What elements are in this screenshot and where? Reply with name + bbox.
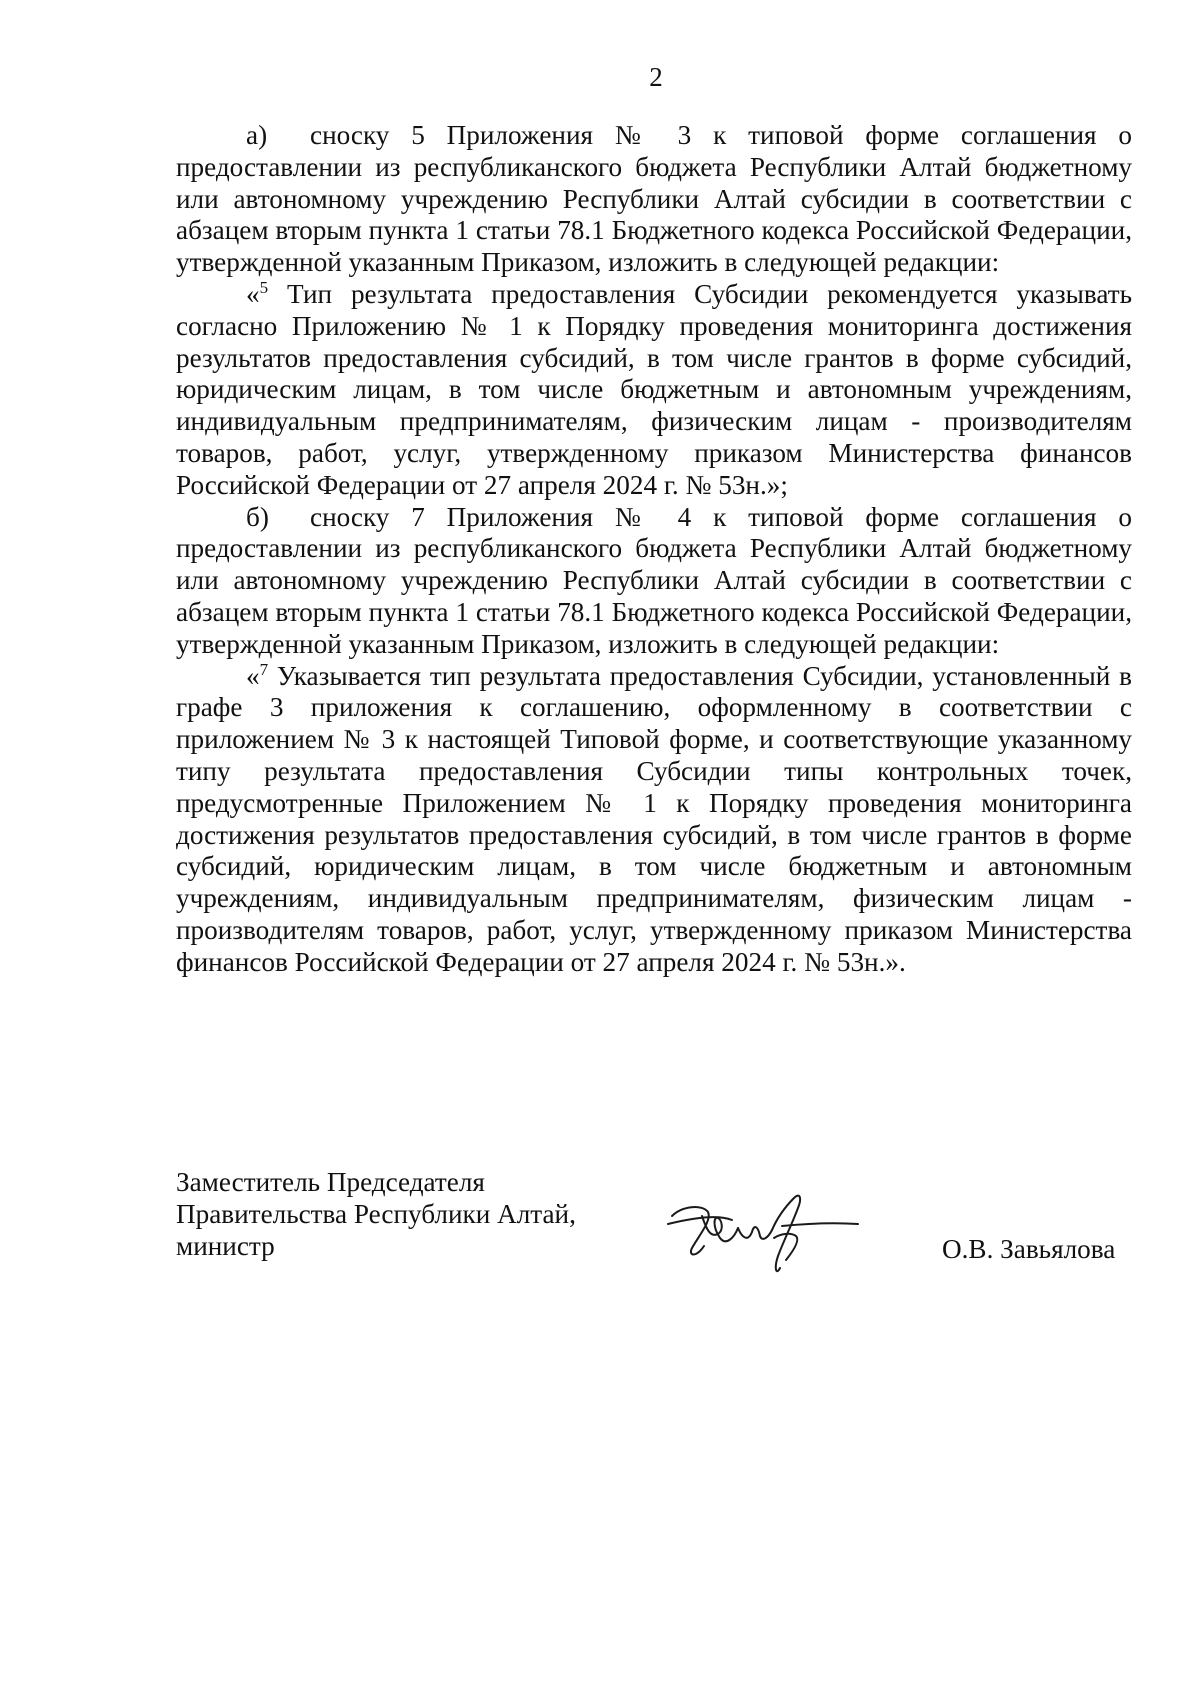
page-number: 2: [649, 62, 663, 92]
paragraph-b-text: сноску 7 Приложения № 4 к типовой форме соглашения о предоставлении из республиканского бюджета Республики Алтай бюджетному или автономному учреждению Республики Алтай субсидии в соответствии с абзацем вторым пункта 1 статьи 78.1 Бюджетного кодекса Российской Федерации, утвержденной указанным Приказом, изложить в следующей редакции:: [176, 501, 1132, 659]
paragraph-a-text: сноску 5 Приложения № 3 к типовой форме соглашения о предоставлении из республиканского бюджета Республики Алтай бюджетному или автономному учреждению Республики Алтай субсидии в соответствии с абзацем вторым пункта 1 статьи 78.1 Бюджетного кодекса Российской Федерации, утвержденной указанным Приказом, изложить в следующей редакции:: [176, 120, 1132, 278]
quote-open-mark: «: [246, 660, 260, 691]
signatory-title-line-1: Заместитель Председателя: [176, 1167, 485, 1197]
quote-open-mark: «: [246, 278, 260, 309]
signatory-title-line-2: Правительства Республики Алтай,: [176, 1199, 576, 1229]
signatory-title: [176, 1166, 576, 1262]
footnote-5-text: Тип результата предоставления Субсидии рекомендуется указывать согласно Приложению № 1 к Порядку проведения мониторинга достижения результатов предоставления субсидий, в том числе грантов в форме субсидий, юридическим лицам, в том числе бюджетным и автономным учреждениям, индивидуальным предпринимателям, физическим лицам - производителям товаров, работ, услуг, утвержденному приказом Министерства финансов Российской Федерации от 27 апреля 2024 г. № 53н.»;: [176, 278, 1132, 500]
paragraph-a: [176, 120, 1132, 279]
footnote-7-quote: [176, 661, 1132, 979]
paragraph-b: [176, 502, 1132, 661]
item-label-a: а): [246, 120, 268, 150]
item-label-b: б): [246, 501, 269, 532]
footnote-5-quote: [176, 279, 1132, 502]
document-body: [176, 120, 1132, 979]
footnote-marker-7: 7: [259, 659, 269, 679]
handwritten-signature: [662, 1176, 862, 1286]
footnote-7-text: Указывается тип результата предоставления Субсидии, установленный в графе 3 приложения к соглашению, оформленному в соответствии с приложением № 3 к настоящей Типовой форме, и соответствующие указанному типу результата предоставления Субсидии типы контрольных точек, предусмотренные Приложением № 1 к Порядку проведения мониторинга достижения результатов предоставления субсидий, в том числе грантов в форме субсидий, юридическим лицам, в том числе бюджетным и автономным учреждениям, индивидуальным предпринимателям, физическим лицам - производителям товаров, работ, услуг, утвержденному приказом Министерства финансов Российской Федерации от 27 апреля 2024 г. № 53н.».: [176, 660, 1132, 977]
signer-name: О.В. Завьялова: [942, 1234, 1116, 1264]
footnote-marker-5: 5: [259, 277, 269, 297]
signatory-title-line-3: министр: [176, 1231, 275, 1261]
